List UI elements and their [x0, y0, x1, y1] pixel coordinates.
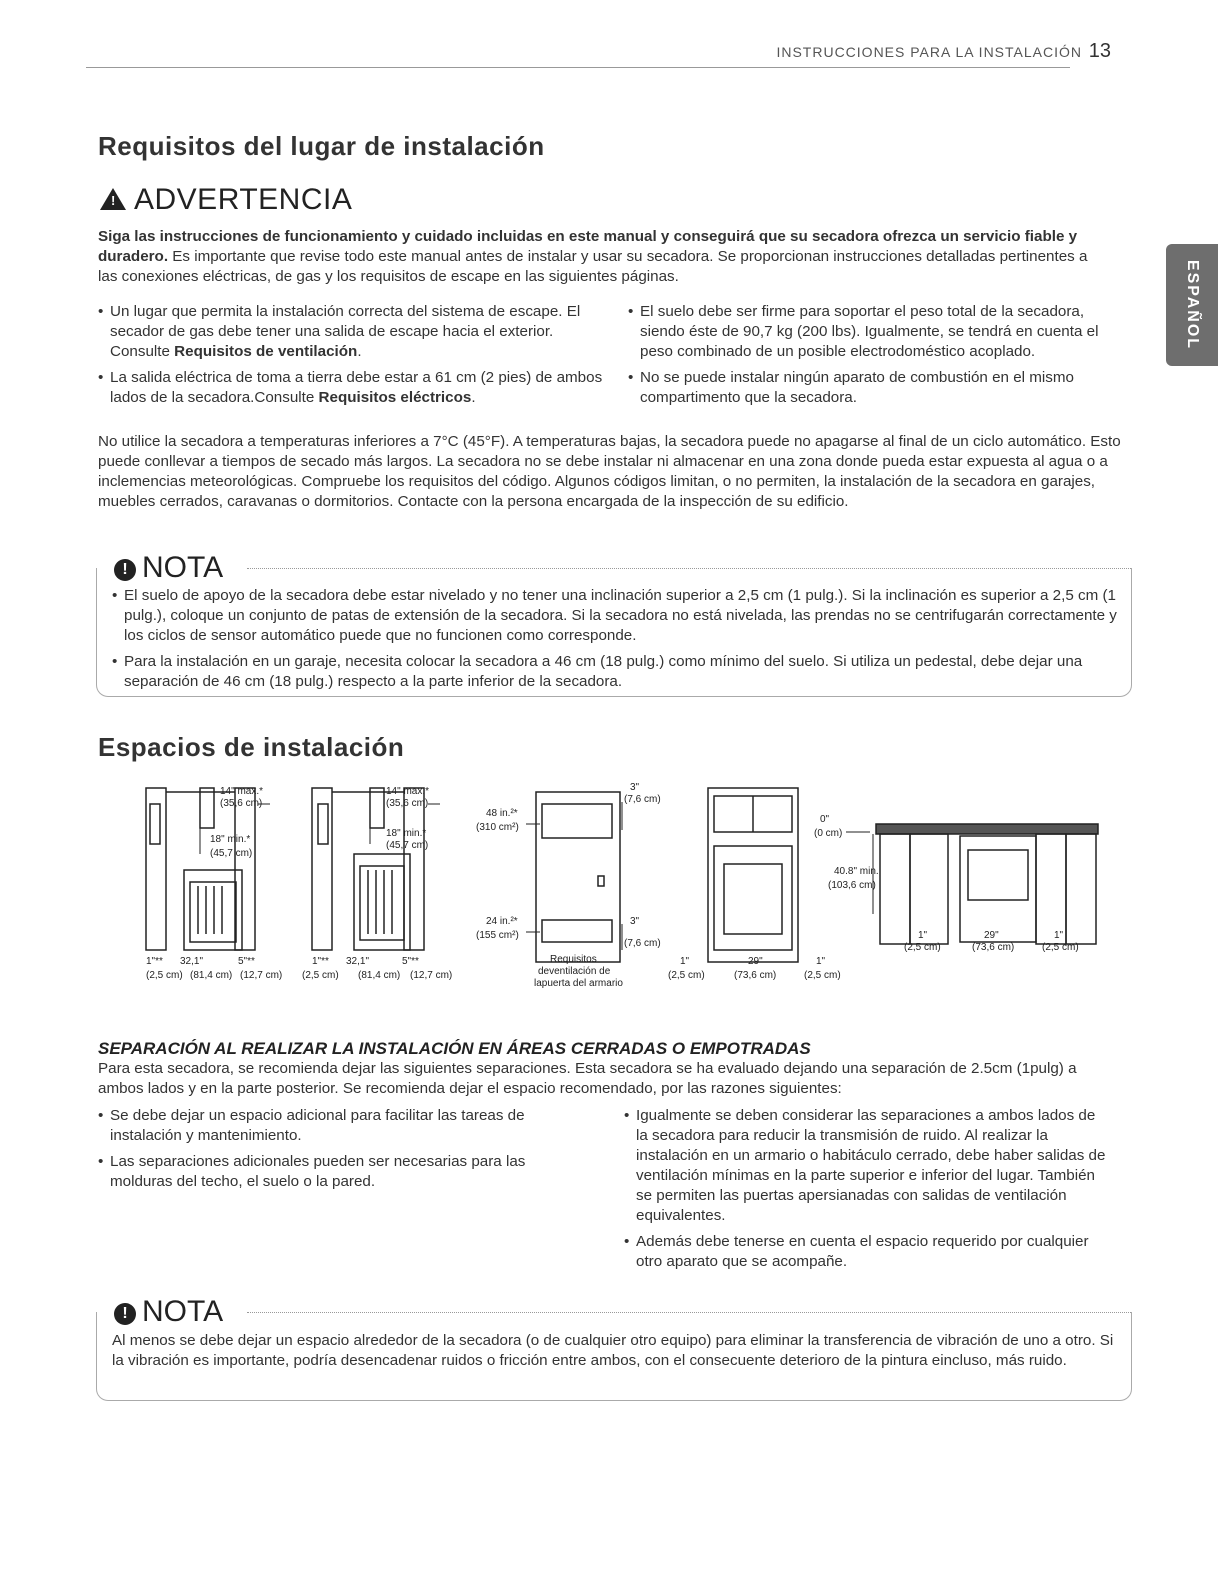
svg-text:18" min.*: 18" min.*: [386, 828, 427, 839]
nota-1-bullets: [112, 586, 1122, 698]
svg-text:5"**: 5"**: [238, 956, 255, 967]
svg-text:(0 cm): (0 cm): [814, 828, 843, 839]
language-tab-label: ESPAÑOL: [1184, 259, 1201, 351]
list-item: • Un lugar que permita la instalación correcta del sistema de escape. El secador de gas debe tener una salida de escape hacia el exterior. Consulte Requisitos de ventilación.: [98, 302, 608, 362]
nota-title: NOTA: [142, 1295, 224, 1328]
svg-text:(155 cm²): (155 cm²): [476, 930, 519, 941]
svg-text:1"**: 1"**: [312, 956, 329, 967]
svg-text:(45,7 cm): (45,7 cm): [386, 840, 429, 851]
svg-text:Requisitos: Requisitos: [550, 954, 597, 965]
enclosed-bullets-right: [624, 1106, 1110, 1278]
warning-bold: Siga las instrucciones de funcionamiento y cuidado incluidas en este manual y conseguirá que su secadora ofrezca un servicio fiable y duradero.: [98, 228, 1078, 265]
svg-text:(2,5 cm): (2,5 cm): [804, 970, 841, 981]
svg-text:(35,6 cm): (35,6 cm): [220, 798, 263, 809]
list-item: • El suelo de apoyo de la secadora debe estar nivelado y no tener una inclinación superior a 2,5 cm (1 pulg.). Si la inclinación es superior a 2,5 cm (1 pulg.), coloque un conjunto de patas de extensión de la secadora. Si la secadora no está nivelada, las prendas no se centrifugarán correctamente y los ciclos de sensor automático puede que no funcionen como corresponde.: [112, 586, 1122, 646]
svg-text:1": 1": [918, 930, 928, 941]
svg-text:0": 0": [820, 814, 830, 825]
list-item: • El suelo debe ser firme para soportar el peso total de la secadora, siendo éste de 90,7 kg (200 lbs). Igualmente, se tendrá en cuenta el peso combinado de un posible electrodoméstico acoplado.: [628, 302, 1128, 362]
svg-text:(7,6 cm): (7,6 cm): [624, 794, 661, 805]
list-item: • Las separaciones adicionales pueden ser necesarias para las molduras del techo, el suelo o la pared.: [98, 1152, 578, 1192]
warning-body: Es importante que revise todo este manual antes de instalar y usar su secadora. Se proporcionan instrucciones detalladas pertinentes a las conexiones eléctricas, de gas y los requisitos de escape en las siguientes páginas.: [98, 248, 1088, 285]
svg-text:32,1": 32,1": [180, 956, 204, 967]
svg-text:(2,5 cm): (2,5 cm): [146, 970, 183, 981]
enclosed-intro: Para esta secadora, se recomienda dejar las siguientes separaciones. Esta secadora se ha evaluado dejando una separación de 2.5cm (1pulg) a ambos lados y en la parte posterior. Se recomienda dejar el espacio recomendado, por las razones siguientes:: [98, 1060, 1077, 1097]
svg-text:40.8" min.: 40.8" min.: [834, 866, 879, 877]
warning-text: [98, 227, 1098, 287]
header-rule: [86, 67, 1070, 68]
svg-text:5"**: 5"**: [402, 956, 419, 967]
svg-text:(310 cm²): (310 cm²): [476, 822, 519, 833]
nota-title: NOTA: [142, 551, 224, 584]
page-number: 13: [1088, 40, 1111, 62]
list-item: • Además debe tenerse en cuenta el espacio requerido por cualquier otro aparato que se acompañe.: [624, 1232, 1110, 1272]
svg-text:29": 29": [748, 956, 763, 967]
svg-text:(2,5 cm): (2,5 cm): [904, 942, 941, 953]
clearance-diagram: [140, 774, 1120, 1006]
svg-text:1": 1": [1054, 930, 1064, 941]
info-icon: !: [114, 1303, 136, 1325]
bullets-left: [98, 302, 608, 414]
svg-text:(45,7 cm): (45,7 cm): [210, 848, 253, 859]
svg-text:3": 3": [630, 782, 640, 793]
svg-text:(73,6 cm): (73,6 cm): [972, 942, 1015, 953]
svg-text:lapuerta del armario: lapuerta del armario: [534, 978, 623, 989]
nota-heading-1: [108, 551, 229, 585]
warning-icon: !: [100, 188, 126, 210]
svg-text:(73,6 cm): (73,6 cm): [734, 970, 777, 981]
list-item: • Para la instalación en un garaje, necesita colocar la secadora a 46 cm (18 pulg.) como mínimo del suelo. Si utiliza un pedestal, debe dejar una separación de 46 cm (18 pulg.) respecto a la parte inferior de la secadora.: [112, 652, 1122, 692]
warning-title: ADVERTENCIA: [134, 183, 353, 216]
svg-text:48 in.²*: 48 in.²*: [486, 808, 518, 819]
svg-text:(2,5 cm): (2,5 cm): [302, 970, 339, 981]
svg-text:29": 29": [984, 930, 999, 941]
svg-text:(103,6 cm): (103,6 cm): [828, 880, 876, 891]
svg-text:1": 1": [816, 956, 826, 967]
svg-text:32,1": 32,1": [346, 956, 370, 967]
svg-text:(81,4 cm): (81,4 cm): [190, 970, 233, 981]
bullets-right: [628, 302, 1128, 414]
running-header: INSTRUCCIONES PARA LA INSTALACIÓN: [776, 44, 1082, 60]
temperature-paragraph: No utilice la secadora a temperaturas inferiores a 7°C (45°F). A temperaturas bajas, la secadora puede no apagarse al final de un ciclo automático. Esto puede conllevar a tiempos de secado más largos. La secadora no se debe instalar ni almacenar en una zona donde pueda estar expuesta al agua o a inclemencias meteorológicas. Compruebe los requisitos del código. Algunos códigos limitan, o no permiten, la instalación de la secadora en garajes, muebles cerrados, caravanas o dormitorios. Contacte con la persona encargada de la inspección de su edificio.: [98, 433, 1121, 510]
svg-text:(2,5 cm): (2,5 cm): [668, 970, 705, 981]
nota-heading-2: [108, 1295, 229, 1329]
enclosed-bullets-left: [98, 1106, 578, 1198]
svg-text:deventilación de: deventilación de: [538, 966, 611, 977]
list-item: • Se debe dejar un espacio adicional para facilitar las tareas de instalación y mantenimiento.: [98, 1106, 578, 1146]
svg-text:(81,4 cm): (81,4 cm): [358, 970, 401, 981]
svg-text:24 in.²*: 24 in.²*: [486, 916, 518, 927]
info-icon: !: [114, 559, 136, 581]
list-item: • No se puede instalar ningún aparato de combustión en el mismo compartimento que la secadora.: [628, 368, 1128, 408]
list-item: • La salida eléctrica de toma a tierra debe estar a 61 cm (2 pies) de ambos lados de la secadora.Consulte Requisitos eléctricos.: [98, 368, 608, 408]
enclosed-install-subtitle: SEPARACIÓN AL REALIZAR LA INSTALACIÓN EN ÁREAS CERRADAS O EMPOTRADAS: [98, 1039, 811, 1058]
svg-text:18" min.*: 18" min.*: [210, 834, 251, 845]
svg-text:1": 1": [680, 956, 690, 967]
svg-text:(12,7 cm): (12,7 cm): [410, 970, 453, 981]
svg-text:14" max.*: 14" max.*: [386, 786, 430, 797]
svg-text:(2,5 cm): (2,5 cm): [1042, 942, 1079, 953]
section-title-install-site: Requisitos del lugar de instalación: [98, 131, 545, 161]
svg-text:(12,7 cm): (12,7 cm): [240, 970, 283, 981]
section-title-spaces: Espacios de instalación: [98, 732, 405, 762]
svg-text:14" max.*: 14" max.*: [220, 786, 264, 797]
svg-text:(35,6 cm): (35,6 cm): [386, 798, 429, 809]
language-tab: [1166, 244, 1218, 366]
svg-text:1"**: 1"**: [146, 956, 163, 967]
list-item: • Igualmente se deben considerar las separaciones a ambos lados de la secadora para reducir la transmisión de ruido. Al realizar la instalación en un armario o habitáculo cerrado, debe haber salidas de ventilación mínimas en la parte superior e inferior del lugar. También se permiten las puertas apersianadas con salidas de ventilación equivalentes.: [624, 1106, 1110, 1226]
svg-text:(7,6 cm): (7,6 cm): [624, 938, 661, 949]
nota-2-text: Al menos se debe dejar un espacio alrededor de la secadora (o de cualquier otro equipo) para eliminar la transferencia de vibración de uno a otro. Si la vibración es importante, podría desencadenar ruidos o fricción entre ambos, con el consecuente deterioro de la pintura eincluso, más ruido.: [112, 1332, 1114, 1369]
svg-text:3": 3": [630, 916, 640, 927]
warning-heading: [100, 183, 352, 217]
